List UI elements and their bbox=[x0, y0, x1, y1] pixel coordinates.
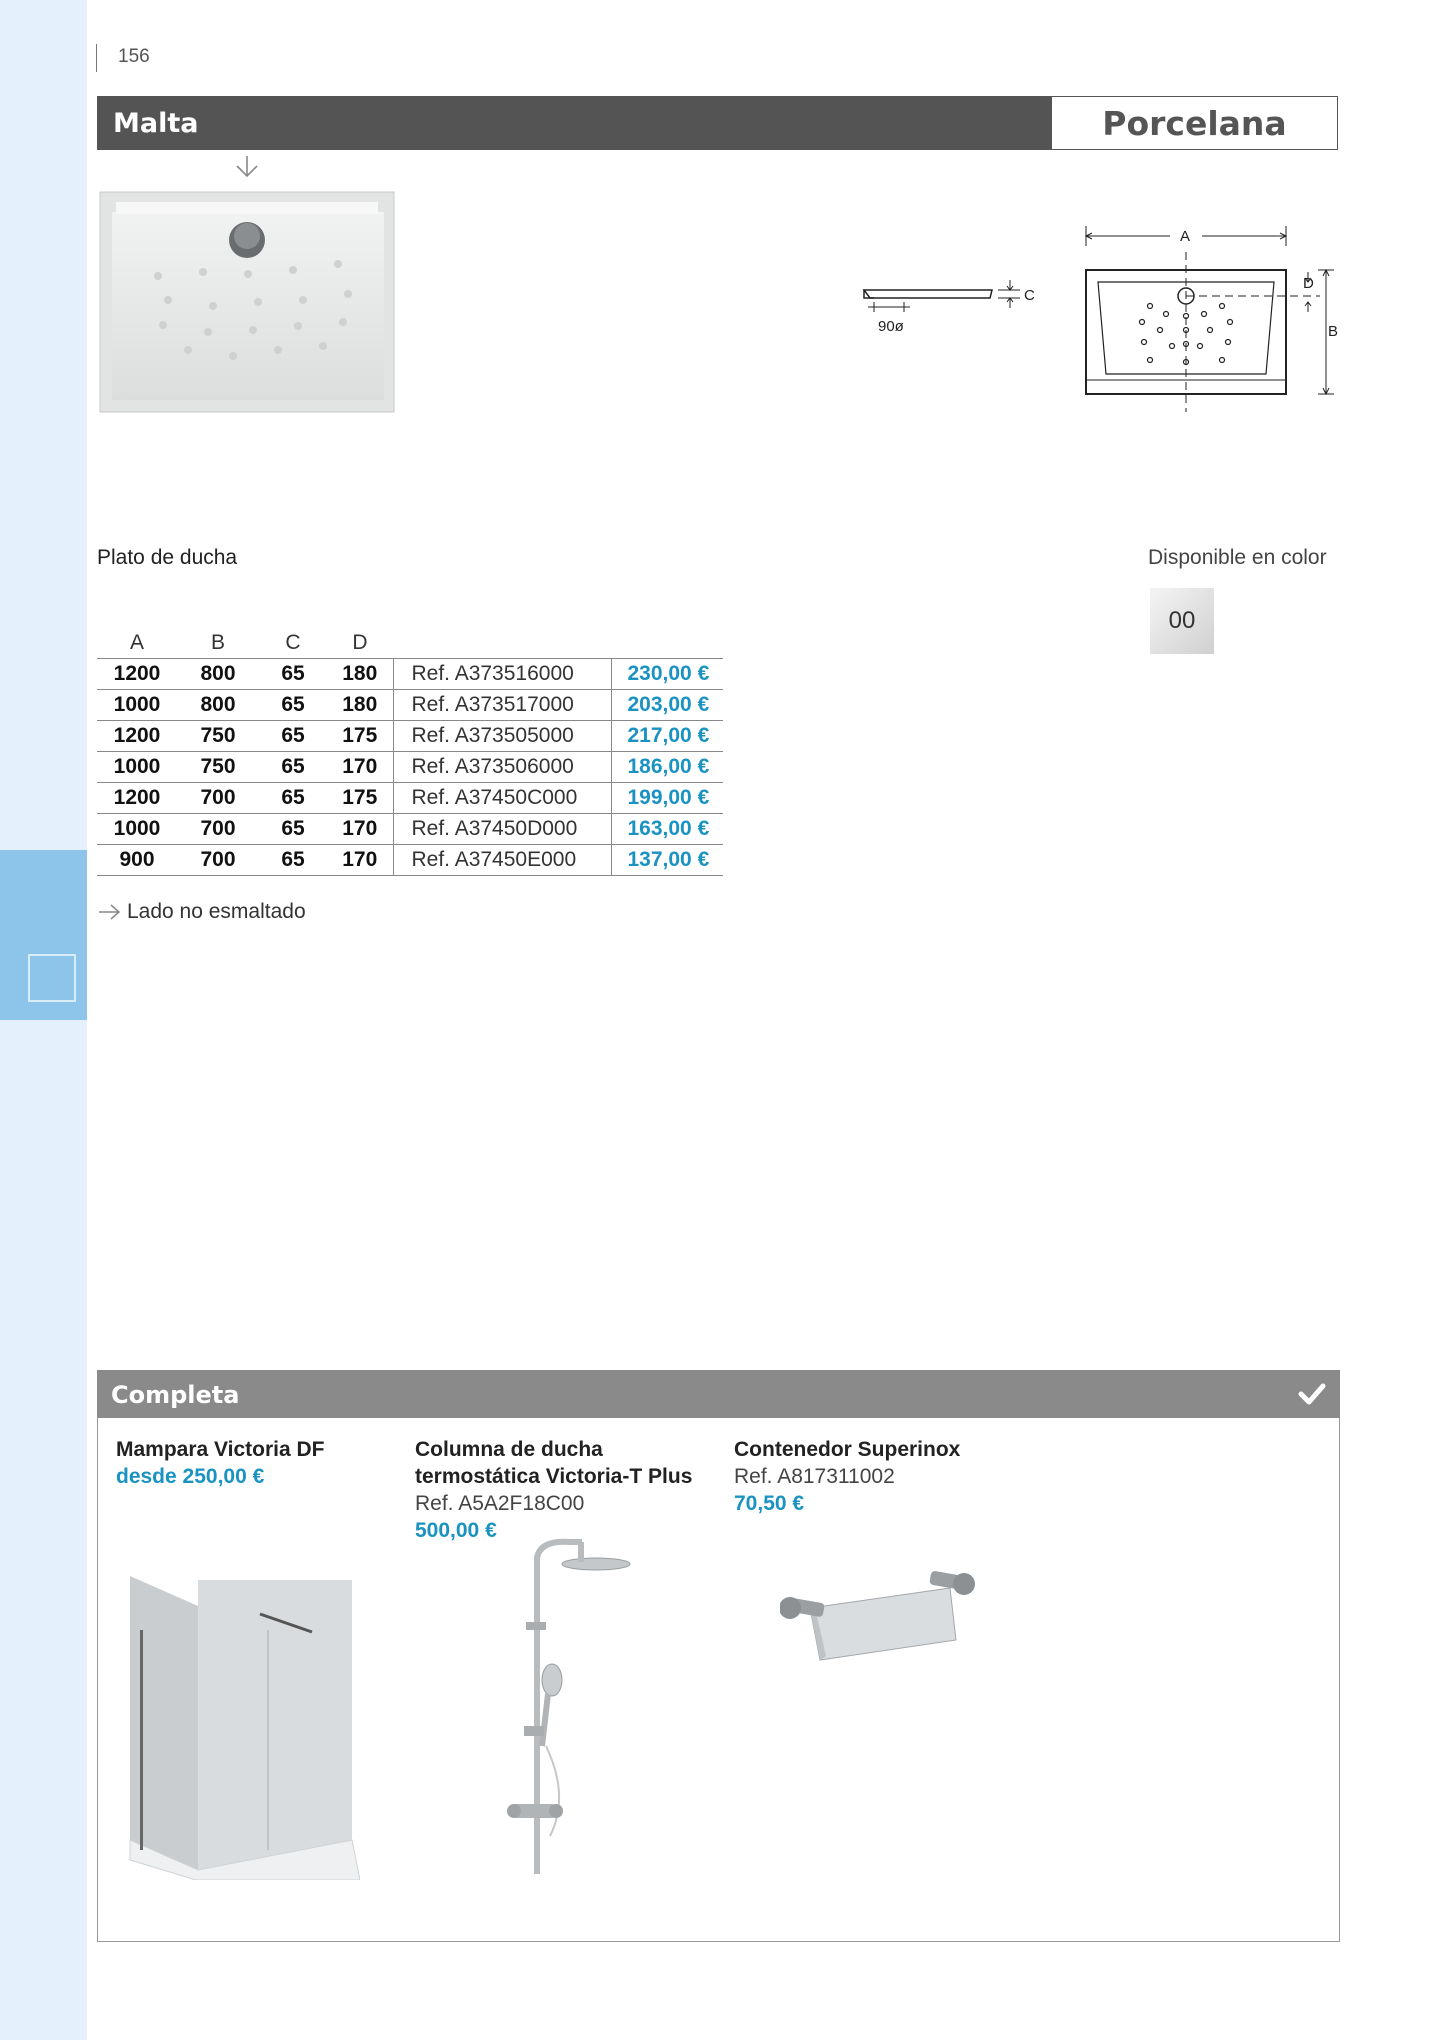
color-code: 00 bbox=[1168, 607, 1196, 634]
cell-ref: Ref. A37450E000 bbox=[393, 845, 611, 876]
shower-tray-photo bbox=[98, 190, 398, 416]
cell-price: 203,00 € bbox=[611, 690, 723, 721]
related-product-shower-column[interactable] bbox=[415, 1436, 692, 1544]
side-profile-diagram bbox=[862, 276, 1042, 342]
page-number-rule bbox=[96, 44, 97, 72]
cell-b: 750 bbox=[177, 721, 259, 752]
cell-price: 217,00 € bbox=[611, 721, 723, 752]
column-header-spacer bbox=[611, 628, 723, 659]
cell-a: 1200 bbox=[97, 659, 177, 690]
material-label: Porcelana bbox=[1102, 104, 1287, 143]
cell-a: 1000 bbox=[97, 814, 177, 845]
spec-table bbox=[97, 628, 723, 876]
container-image bbox=[780, 1560, 980, 1670]
related-product-screen[interactable] bbox=[116, 1436, 325, 1490]
arrow-right-icon bbox=[97, 903, 123, 921]
cell-d: 170 bbox=[327, 845, 393, 876]
sidebar bbox=[0, 0, 87, 2040]
cell-b: 700 bbox=[177, 783, 259, 814]
complete-header-bar bbox=[97, 1370, 1340, 1418]
column-header: B bbox=[210, 631, 225, 654]
column-header: C bbox=[285, 631, 301, 654]
table-row bbox=[97, 721, 723, 752]
cell-c: 65 bbox=[259, 752, 327, 783]
cell-a: 1000 bbox=[97, 690, 177, 721]
column-header: A bbox=[129, 631, 144, 654]
cell-c: 65 bbox=[259, 690, 327, 721]
product-name: Columna de ducha bbox=[415, 1438, 603, 1461]
cell-price: 186,00 € bbox=[611, 752, 723, 783]
table-row bbox=[97, 845, 723, 876]
column-header: D bbox=[352, 631, 368, 654]
table-row bbox=[97, 783, 723, 814]
shower-screen-image bbox=[120, 1570, 360, 1880]
cell-d: 170 bbox=[327, 814, 393, 845]
dimension-c-label: C bbox=[1024, 287, 1035, 304]
check-icon bbox=[1298, 1382, 1326, 1406]
cell-a: 900 bbox=[97, 845, 177, 876]
cell-d: 175 bbox=[327, 721, 393, 752]
drain-diameter-label: 90ø bbox=[878, 318, 904, 335]
cell-d: 175 bbox=[327, 783, 393, 814]
cell-b: 700 bbox=[177, 814, 259, 845]
product-title: Malta bbox=[113, 108, 199, 139]
cell-b: 750 bbox=[177, 752, 259, 783]
dimension-b-label: B bbox=[1328, 323, 1339, 340]
product-ref: Ref. A817311002 bbox=[734, 1465, 895, 1488]
dimension-a-label: A bbox=[1180, 228, 1191, 245]
arrow-down-icon bbox=[233, 154, 261, 180]
cell-ref: Ref. A373517000 bbox=[393, 690, 611, 721]
cell-a: 1200 bbox=[97, 783, 177, 814]
cell-c: 65 bbox=[259, 845, 327, 876]
product-price: desde 250,00 € bbox=[116, 1465, 265, 1488]
table-row bbox=[97, 690, 723, 721]
product-name-line2: termostática Victoria-T Plus bbox=[415, 1465, 693, 1488]
product-ref: Ref. A5A2F18C00 bbox=[415, 1492, 585, 1515]
cell-c: 65 bbox=[259, 721, 327, 752]
cell-price: 199,00 € bbox=[611, 783, 723, 814]
table-row bbox=[97, 659, 723, 690]
product-name: Mampara Victoria DF bbox=[116, 1438, 325, 1461]
related-product-container[interactable] bbox=[734, 1436, 960, 1517]
shower-tray-icon bbox=[28, 954, 76, 1002]
footnote bbox=[97, 900, 306, 924]
cell-price: 230,00 € bbox=[611, 659, 723, 690]
cell-b: 800 bbox=[177, 690, 259, 721]
cell-d: 180 bbox=[327, 659, 393, 690]
color-swatch[interactable] bbox=[1150, 588, 1214, 654]
table-row bbox=[97, 814, 723, 845]
table-row bbox=[97, 752, 723, 783]
cell-c: 65 bbox=[259, 659, 327, 690]
column-header-spacer bbox=[393, 628, 611, 659]
cell-c: 65 bbox=[259, 814, 327, 845]
shower-column-image bbox=[490, 1536, 640, 1896]
top-view-diagram bbox=[1080, 222, 1340, 418]
availability-label: Disponible en color bbox=[1148, 546, 1327, 569]
section-label: Plato de ducha bbox=[97, 546, 238, 569]
cell-b: 800 bbox=[177, 659, 259, 690]
cell-a: 1200 bbox=[97, 721, 177, 752]
cell-d: 180 bbox=[327, 690, 393, 721]
cell-price: 137,00 € bbox=[611, 845, 723, 876]
cell-ref: Ref. A373505000 bbox=[393, 721, 611, 752]
table-header-row bbox=[97, 628, 723, 659]
dimension-d-label: D bbox=[1303, 275, 1314, 292]
cell-price: 163,00 € bbox=[611, 814, 723, 845]
product-price: 70,50 € bbox=[734, 1492, 805, 1515]
cell-ref: Ref. A373506000 bbox=[393, 752, 611, 783]
footnote-text: Lado no esmaltado bbox=[127, 900, 306, 923]
cell-a: 1000 bbox=[97, 752, 177, 783]
cell-ref: Ref. A37450C000 bbox=[393, 783, 611, 814]
page-number: 156 bbox=[118, 46, 150, 67]
cell-c: 65 bbox=[259, 783, 327, 814]
header-bar bbox=[97, 96, 1051, 150]
complete-title: Completa bbox=[111, 1381, 240, 1409]
cell-b: 700 bbox=[177, 845, 259, 876]
cell-ref: Ref. A37450D000 bbox=[393, 814, 611, 845]
cell-d: 170 bbox=[327, 752, 393, 783]
product-price: 500,00 € bbox=[415, 1519, 497, 1542]
cell-ref: Ref. A373516000 bbox=[393, 659, 611, 690]
product-name: Contenedor Superinox bbox=[734, 1438, 961, 1461]
